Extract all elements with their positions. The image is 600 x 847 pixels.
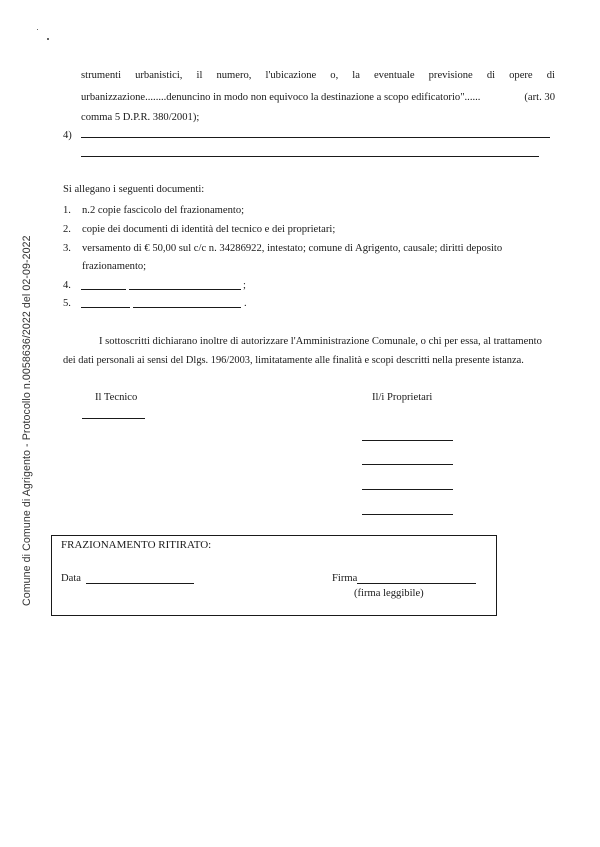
withdrawal-firma-field[interactable]: [357, 583, 476, 584]
word: previsione: [428, 70, 473, 81]
withdrawal-title: FRAZIONAMENTO RITIRATO:: [61, 539, 212, 551]
word: la: [352, 70, 360, 81]
withdrawal-firma-label: Firma: [332, 573, 358, 584]
item-4-blank-line-1[interactable]: [81, 137, 550, 138]
attachment-5-suffix: .: [244, 298, 247, 309]
proprietario-signature-line-1[interactable]: [362, 440, 453, 441]
attachment-num: 4.: [63, 280, 71, 291]
word: di: [486, 70, 496, 81]
word: strumenti: [81, 70, 122, 81]
attachment-num: 5.: [63, 298, 71, 309]
withdrawal-box: [51, 535, 497, 616]
attachment-4-blank-a[interactable]: [81, 289, 126, 290]
consent-line-1: I sottoscritti dichiarano inoltre di autorizzare l'Amministrazione Comunale, o chi per essa, al trattamento: [99, 336, 542, 347]
word: il: [196, 70, 203, 81]
word: urbanistici,: [135, 70, 183, 81]
word: di: [546, 70, 555, 81]
scan-speck: [37, 29, 38, 30]
consent-line-2: dei dati personali ai sensi del Dlgs. 196/2003, limitatamente alle finalità e scopi descritti nella presente istanza.: [63, 355, 524, 366]
attachments-heading: Si allegano i seguenti documenti:: [63, 184, 205, 195]
withdrawal-data-label: Data: [61, 573, 81, 584]
intro-line-2-ref: (art. 30: [524, 92, 555, 103]
proprietario-signature-line-3[interactable]: [362, 489, 453, 490]
withdrawal-data-field[interactable]: [86, 583, 194, 584]
attachment-4-suffix: ;: [243, 280, 246, 291]
attachment-text: copie dei documenti di identità del tecnico e dei proprietari;: [82, 224, 336, 235]
word: opere: [509, 70, 533, 81]
attachment-num: 1.: [63, 205, 71, 216]
intro-line-2: [81, 92, 555, 106]
attachment-4-blank-b[interactable]: [129, 289, 241, 290]
scan-speck: [47, 38, 49, 40]
proprietari-label: Il/i Proprietari: [372, 392, 433, 403]
intro-line-2-text: urbanizzazione........denuncino in modo non equivoco la destinazione a scopo edificatorio"......: [81, 92, 481, 103]
intro-line-1: [81, 70, 555, 84]
word: o,: [330, 70, 339, 81]
attachment-num: 3.: [63, 243, 71, 254]
word: numero,: [216, 70, 252, 81]
item-4-label: 4): [63, 130, 72, 141]
word: eventuale: [373, 70, 415, 81]
tecnico-label: Il Tecnico: [95, 392, 138, 403]
proprietario-signature-line-2[interactable]: [362, 464, 453, 465]
protocol-stamp: Comune di Comune di Agrigento - Protocollo n.0058636/2022 del 02-09-2022: [21, 235, 33, 606]
proprietario-signature-line-4[interactable]: [362, 514, 453, 515]
withdrawal-firma-note: (firma leggibile): [354, 588, 424, 599]
item-4-blank-line-2[interactable]: [81, 156, 539, 157]
attachment-5-blank-a[interactable]: [81, 307, 130, 308]
attachment-num: 2.: [63, 224, 71, 235]
attachment-text: n.2 copie fascicolo del frazionamento;: [82, 205, 245, 216]
intro-line-3: comma 5 D.P.R. 380/2001);: [81, 112, 200, 123]
attachment-text: versamento di € 50,00 sul c/c n. 34286922, intestato; comune di Agrigento, causale; diritti deposito: [82, 243, 503, 254]
word: l'ubicazione: [265, 70, 317, 81]
attachment-5-blank-b[interactable]: [133, 307, 241, 308]
tecnico-signature-line[interactable]: [82, 418, 145, 419]
attachment-text-continued: frazionamento;: [82, 261, 147, 272]
